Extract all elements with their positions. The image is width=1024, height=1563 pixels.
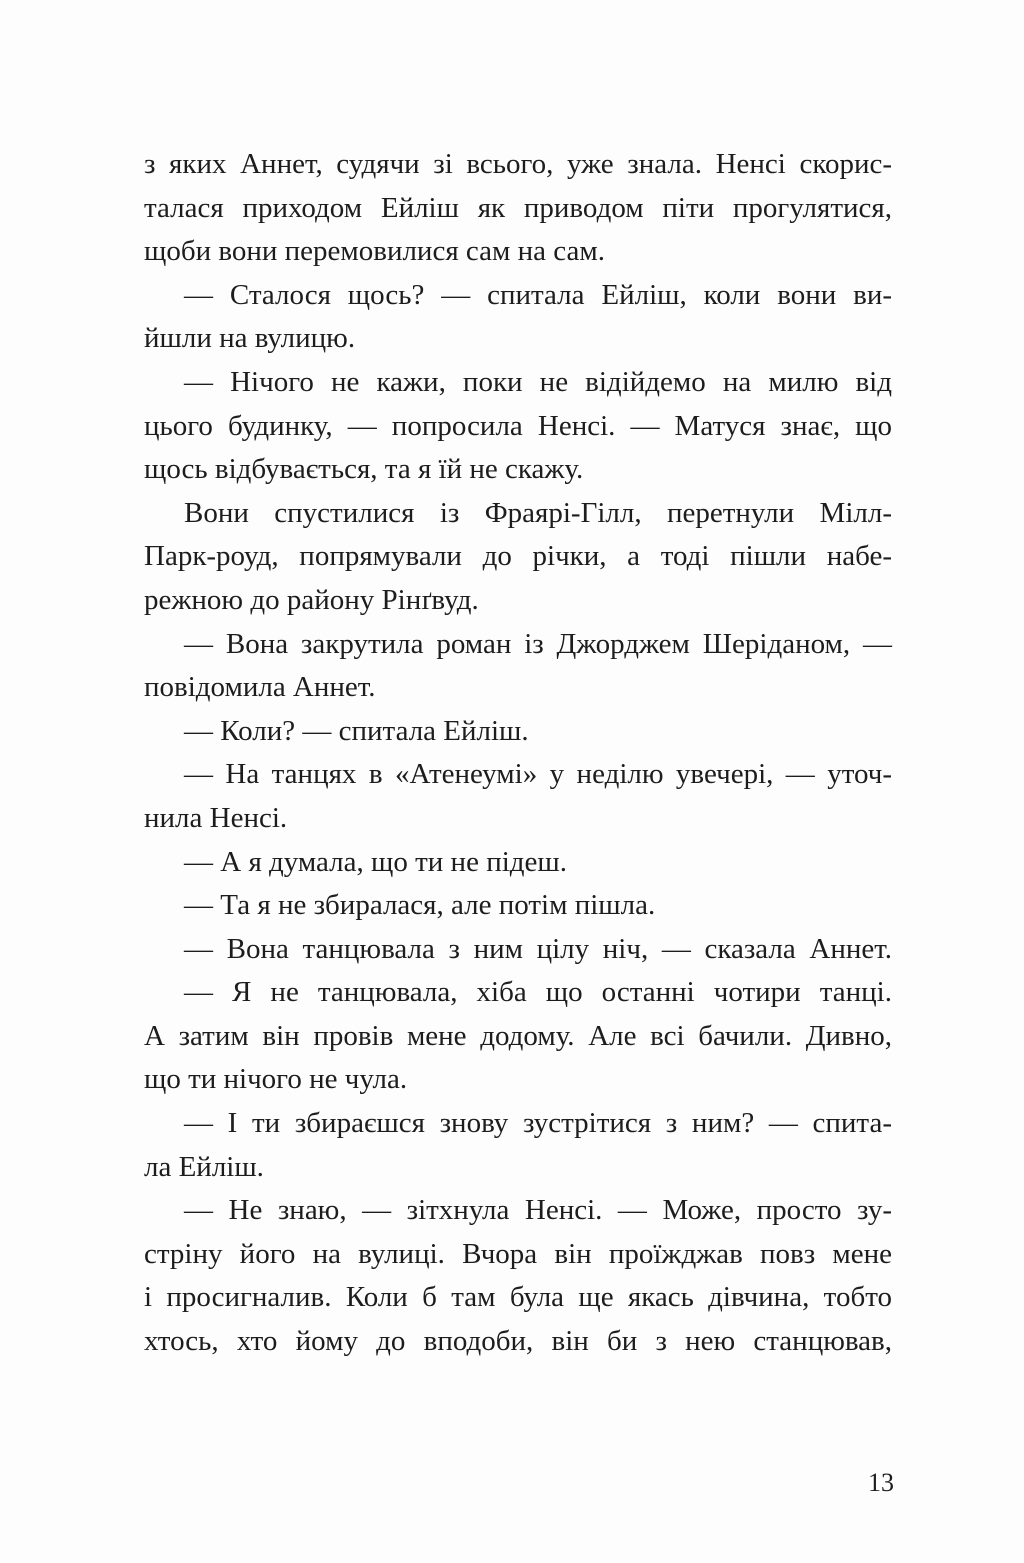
text-line: цього будинку, — попросила Ненсі. — Матуся знає, що bbox=[144, 409, 892, 442]
text-line: і просигналив. Коли б там була ще якась дівчина, тобто bbox=[144, 1281, 892, 1314]
text-line: стріну його на вулиці. Вчора він проїжджав повз мене bbox=[144, 1237, 892, 1270]
text-line: — А я думала, що ти не підеш. bbox=[184, 845, 567, 878]
text-line: ла Ейліш. bbox=[144, 1150, 264, 1183]
text-line: Парк-роуд, попрямували до річки, а тоді пішли набе- bbox=[144, 540, 892, 573]
text-line: — І ти збираєшся знову зустрітися з ним? — спита- bbox=[184, 1107, 892, 1140]
text-line: повідомила Аннет. bbox=[144, 671, 376, 704]
text-line: — Вона танцювала з ним цілу ніч, — сказала Аннет. bbox=[184, 932, 892, 965]
text-line: нила Ненсі. bbox=[144, 801, 288, 834]
text-line: щось відбувається, та я їй не скажу. bbox=[144, 453, 584, 486]
text-line: Вони спустилися із Фраярі-Гілл, перетнули Мілл- bbox=[184, 496, 892, 529]
text-line: режною до району Рінґвуд. bbox=[144, 583, 479, 616]
text-line: — На танцях в «Атенеумі» у неділю увечері, — уточ- bbox=[184, 758, 892, 791]
text-line: — Коли? — спитала Ейліш. bbox=[184, 714, 529, 747]
text-line: — Не знаю, — зітхнула Ненсі. — Може, просто зу- bbox=[184, 1194, 892, 1227]
text-line: йшли на вулицю. bbox=[144, 322, 356, 355]
text-line: — Та я не збиралася, але потім пішла. bbox=[184, 889, 656, 922]
text-line: що ти нічого не чула. bbox=[144, 1063, 408, 1096]
text-line: — Я не танцювала, хіба що останні чотири танці. bbox=[184, 976, 892, 1009]
text-line: талася приходом Ейліш як приводом піти прогулятися, bbox=[144, 191, 892, 224]
page-number: 13 bbox=[868, 1468, 894, 1497]
text-line: А затим він провів мене додому. Але всі бачили. Дивно, bbox=[144, 1019, 892, 1052]
text-line: щоби вони перемовилися сам на сам. bbox=[144, 235, 605, 268]
text-line: — Сталося щось? — спитала Ейліш, коли вони ви- bbox=[184, 278, 892, 311]
text-line: — Вона закрутила роман із Джорджем Шеріданом, — bbox=[184, 627, 892, 660]
text-line: — Нічого не кажи, поки не відійдемо на милю від bbox=[184, 365, 892, 398]
text-line: хтось, хто йому до вподоби, він би з нею станцював, bbox=[144, 1325, 892, 1358]
text-line: з яких Аннет, судячи зі всього, уже знала. Ненсі скорис- bbox=[144, 148, 892, 180]
body-text bbox=[144, 143, 892, 1364]
